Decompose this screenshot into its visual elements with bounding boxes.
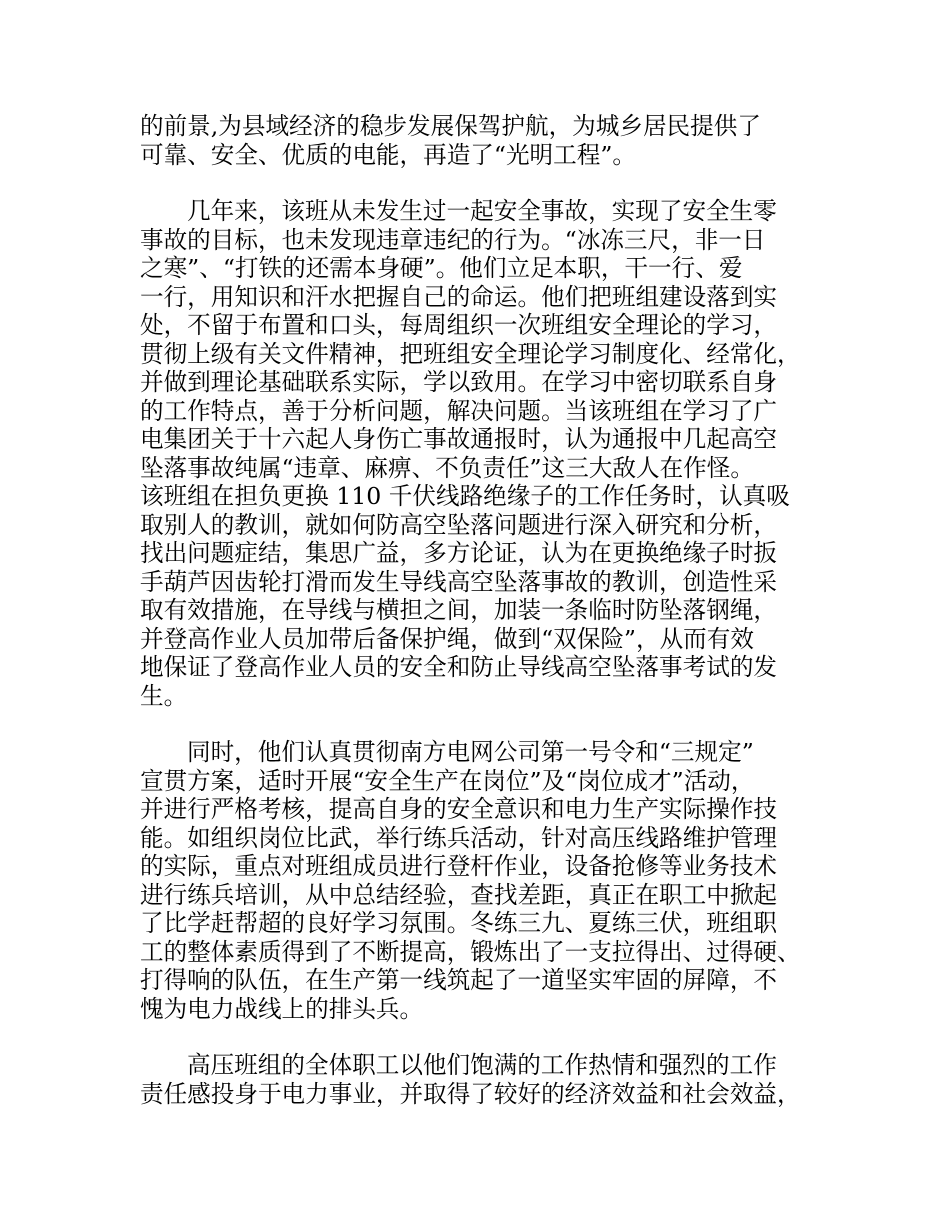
text-line: 该班组在担负更换 110 千伏线路绝缘子的工作任务时，认真吸	[140, 482, 790, 510]
text-line: 并登高作业人员加带后备保护绳，做到“双保险”，从而有效	[140, 624, 754, 653]
text-line: 电集团关于十六起人身伤亡事故通报时，认为通报中几起高空	[140, 425, 778, 453]
text-line: 一行，用知识和汗水把握自己的命运。他们把班组建设落到实	[140, 282, 778, 311]
text-line: 宣贯方案，适时开展“安全生产在岗位”及“岗位成才”活动，	[140, 766, 755, 795]
text-line: 生。	[140, 681, 188, 710]
text-line: 取有效措施，在导线与横担之间，加装一条临时防坠落钢绳，	[140, 596, 778, 624]
text-line: 打得响的队伍，在生产第一线筑起了一道坚实牢固的屏障，不	[140, 966, 778, 994]
text-line: 之寒”、“打铁的还需本身硬”。他们立足本职，干一行、爱	[140, 254, 743, 282]
text-line: 找出问题症结，集思广益，多方论证，认为在更换绝缘子时扳	[140, 539, 778, 567]
text-line: 的工作特点，善于分析问题，解决问题。当该班组在学习了广	[140, 396, 778, 425]
text-line: 同时，他们认真贯彻南方电网公司第一号令和“三规定”	[187, 738, 754, 766]
text-line: 高压班组的全体职工以他们饱满的工作热情和强烈的工作	[187, 1051, 777, 1079]
document-body	[140, 112, 830, 1136]
text-line: 并进行严格考核，提高自身的安全意识和电力生产实际操作技	[140, 795, 778, 823]
text-line: 手葫芦因齿轮打滑而发生导线高空坠落事故的教训，创造性采	[140, 567, 778, 596]
paragraph	[140, 1051, 830, 1108]
text-line: 了比学赶帮超的良好学习氛围。冬练三九、夏练三伏，班组职	[140, 909, 778, 937]
text-line: 处，不留于布置和口头，每周组织一次班组安全理论的学习，	[140, 311, 778, 339]
text-line: 责任感投身于电力事业，并取得了较好的经济效益和社会效益，	[140, 1079, 801, 1108]
text-line: 取别人的教训，就如何防高空坠落问题进行深入研究和分析，	[140, 510, 778, 539]
text-line: 地保证了登高作业人员的安全和防止导线高空坠落事考试的发	[140, 653, 778, 681]
text-line: 几年来，该班从未发生过一起安全事故，实现了安全生零	[187, 197, 777, 225]
text-line: 贯彻上级有关文件精神，把班组安全理论学习制度化、经常化，	[140, 339, 801, 368]
text-line: 可靠、安全、优质的电能，再造了“光明工程”。	[140, 140, 636, 169]
paragraph	[140, 112, 830, 169]
text-line: 事故的目标，也未发现违章违纪的行为。“冰冻三尺，非一日	[140, 225, 766, 254]
text-line: 并做到理论基础联系实际，学以致用。在学习中密切联系自身	[140, 368, 778, 396]
text-line: 的实际，重点对班组成员进行登杆作业，设备抢修等业务技术	[140, 852, 778, 880]
text-line: 进行练兵培训，从中总结经验，查找差距，真正在职工中掀起	[140, 880, 778, 909]
text-line: 愧为电力战线上的排头兵。	[140, 994, 424, 1023]
paragraph	[140, 738, 830, 1023]
text-line: 工的整体素质得到了不断提高，锻炼出了一支拉得出、过得硬、	[140, 937, 801, 966]
text-line: 坠落事故纯属“违章、麻痹、不负责任”这三大敌人在作怪。	[140, 453, 754, 482]
text-line: 能。如组织岗位比武，举行练兵活动，针对高压线路维护管理	[140, 823, 778, 852]
paragraph	[140, 197, 830, 710]
text-line: 的前景,为县域经济的稳步发展保驾护航，为城乡居民提供了	[140, 112, 761, 140]
